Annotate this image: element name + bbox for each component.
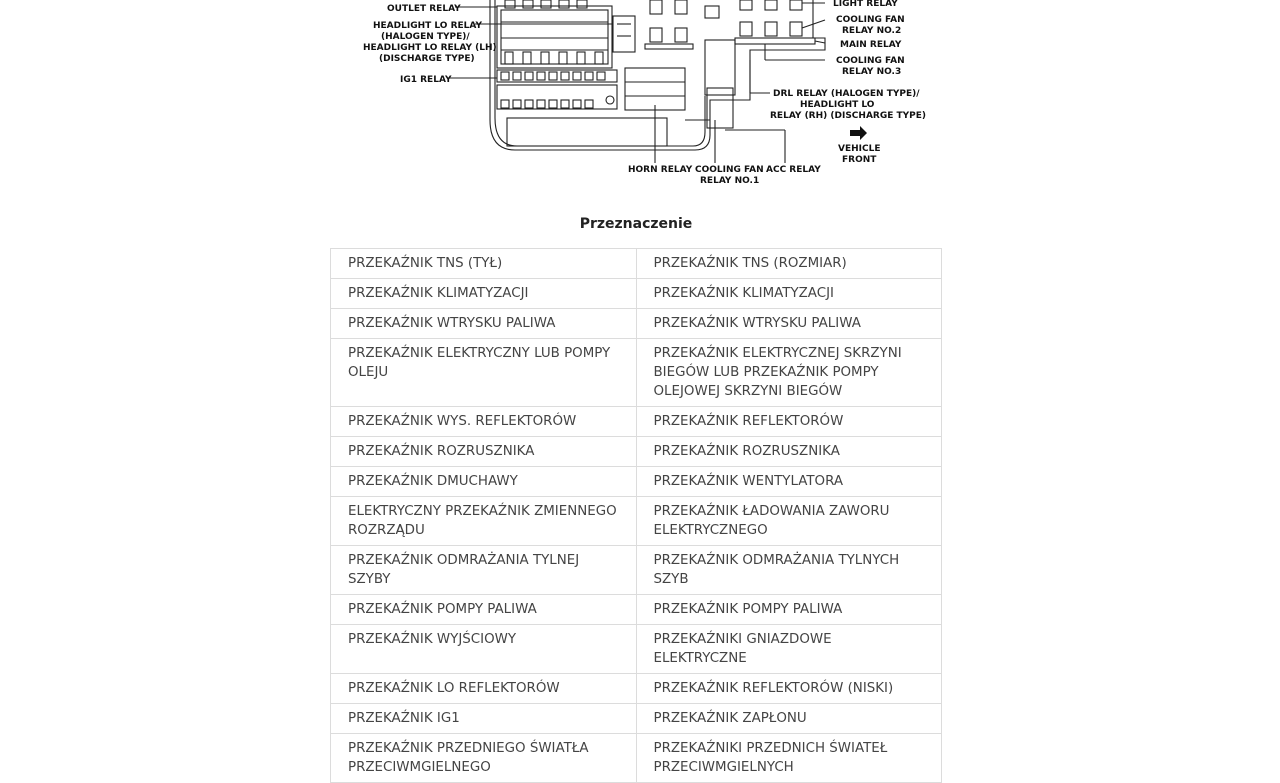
label-headlight-lo-3: HEADLIGHT LO RELAY (LH): [363, 43, 497, 53]
cell-original: PRZEKAŹNIK PRZEDNIEGO ŚWIATŁA PRZECIWMGIELNEGO: [331, 734, 637, 783]
table-row: [331, 249, 942, 279]
label-vehicle-front-1: VEHICLE: [838, 144, 881, 154]
cell-original: PRZEKAŹNIK ROZRUSZNIKA: [331, 437, 637, 467]
label-vehicle-front-2: FRONT: [842, 155, 877, 165]
label-drl-1: DRL RELAY (HALOGEN TYPE)/: [773, 89, 920, 99]
label-acc-relay: ACC RELAY: [766, 165, 821, 175]
table-row: [331, 467, 942, 497]
cell-original: PRZEKAŹNIK KLIMATYZACJI: [331, 279, 637, 309]
label-light-relay: LIGHT RELAY: [833, 0, 898, 9]
label-main-relay: MAIN RELAY: [840, 40, 902, 50]
cell-original: PRZEKAŹNIK WYJŚCIOWY: [331, 625, 637, 674]
cell-original: PRZEKAŹNIK ELEKTRYCZNY LUB POMPY OLEJU: [331, 339, 637, 407]
cell-translation: PRZEKAŹNIK TNS (ROZMIAR): [636, 249, 942, 279]
table-row: [331, 437, 942, 467]
cell-translation: PRZEKAŹNIK WENTYLATORA: [636, 467, 942, 497]
relay-layout-drawing: [355, 0, 935, 190]
cell-translation: PRZEKAŹNIK KLIMATYZACJI: [636, 279, 942, 309]
relay-table: [330, 248, 942, 783]
cell-translation: PRZEKAŹNIK POMPY PALIWA: [636, 595, 942, 625]
cell-translation: PRZEKAŹNIK ROZRUSZNIKA: [636, 437, 942, 467]
section-title: Przeznaczenie: [579, 216, 693, 232]
table-row: [331, 407, 942, 437]
table-row: [331, 279, 942, 309]
cell-translation: PRZEKAŹNIK WTRYSKU PALIWA: [636, 309, 942, 339]
table-row: [331, 734, 942, 783]
label-outlet-relay: OUTLET RELAY: [387, 4, 461, 14]
label-headlight-lo-4: (DISCHARGE TYPE): [379, 54, 475, 64]
label-horn-relay: HORN RELAY: [628, 165, 693, 175]
label-headlight-lo-2: (HALOGEN TYPE)/: [381, 32, 470, 42]
label-cooling-fan-1a: COOLING FAN: [695, 165, 764, 175]
cell-original: PRZEKAŹNIK WTRYSKU PALIWA: [331, 309, 637, 339]
cell-original: PRZEKAŹNIK DMUCHAWY: [331, 467, 637, 497]
label-ig1-relay: IG1 RELAY: [400, 75, 452, 85]
cell-translation: PRZEKAŹNIK ŁADOWANIA ZAWORU ELEKTRYCZNEGO: [636, 497, 942, 546]
cell-original: PRZEKAŹNIK ODMRAŻANIA TYLNEJ SZYBY: [331, 546, 637, 595]
cell-translation: PRZEKAŹNIKI GNIAZDOWE ELEKTRYCZNE: [636, 625, 942, 674]
cell-original: ELEKTRYCZNY PRZEKAŹNIK ZMIENNEGO ROZRZĄDU: [331, 497, 637, 546]
cell-original: PRZEKAŹNIK WYS. REFLEKTORÓW: [331, 407, 637, 437]
label-cooling-fan-2a: COOLING FAN: [836, 15, 905, 25]
cell-translation: PRZEKAŹNIK ZAPŁONU: [636, 704, 942, 734]
cell-original: PRZEKAŹNIK IG1: [331, 704, 637, 734]
cell-original: PRZEKAŹNIK POMPY PALIWA: [331, 595, 637, 625]
cell-translation: PRZEKAŹNIKI PRZEDNICH ŚWIATEŁ PRZECIWMGIELNYCH: [636, 734, 942, 783]
table-row: [331, 339, 942, 407]
table-row: [331, 704, 942, 734]
label-drl-2: HEADLIGHT LO: [800, 100, 875, 110]
label-drl-3: RELAY (RH) (DISCHARGE TYPE): [770, 111, 927, 121]
relay-table-body: [331, 249, 942, 783]
table-row: [331, 595, 942, 625]
cell-translation: PRZEKAŹNIK REFLEKTORÓW: [636, 407, 942, 437]
table-row: [331, 309, 942, 339]
label-headlight-lo-1: HEADLIGHT LO RELAY: [373, 21, 483, 31]
vehicle-front-arrow-icon: [850, 126, 867, 140]
table-row: [331, 497, 942, 546]
table-row: [331, 625, 942, 674]
fuse-box-diagram: [355, 0, 935, 190]
label-cooling-fan-3a: COOLING FAN: [836, 56, 905, 66]
label-cooling-fan-3b: RELAY NO.3: [842, 67, 902, 77]
cell-original: PRZEKAŹNIK LO REFLEKTORÓW: [331, 674, 637, 704]
cell-original: PRZEKAŹNIK TNS (TYŁ): [331, 249, 637, 279]
cell-translation: PRZEKAŹNIK ODMRAŻANIA TYLNYCH SZYB: [636, 546, 942, 595]
label-cooling-fan-1b: RELAY NO.1: [700, 176, 760, 186]
table-row: [331, 674, 942, 704]
cell-translation: PRZEKAŹNIK REFLEKTORÓW (NISKI): [636, 674, 942, 704]
label-cooling-fan-2b: RELAY NO.2: [842, 26, 902, 36]
table-row: [331, 546, 942, 595]
cell-translation: PRZEKAŹNIK ELEKTRYCZNEJ SKRZYNI BIEGÓW LUB PRZEKAŹNIK POMPY OLEJOWEJ SKRZYNI BIEGÓW: [636, 339, 942, 407]
